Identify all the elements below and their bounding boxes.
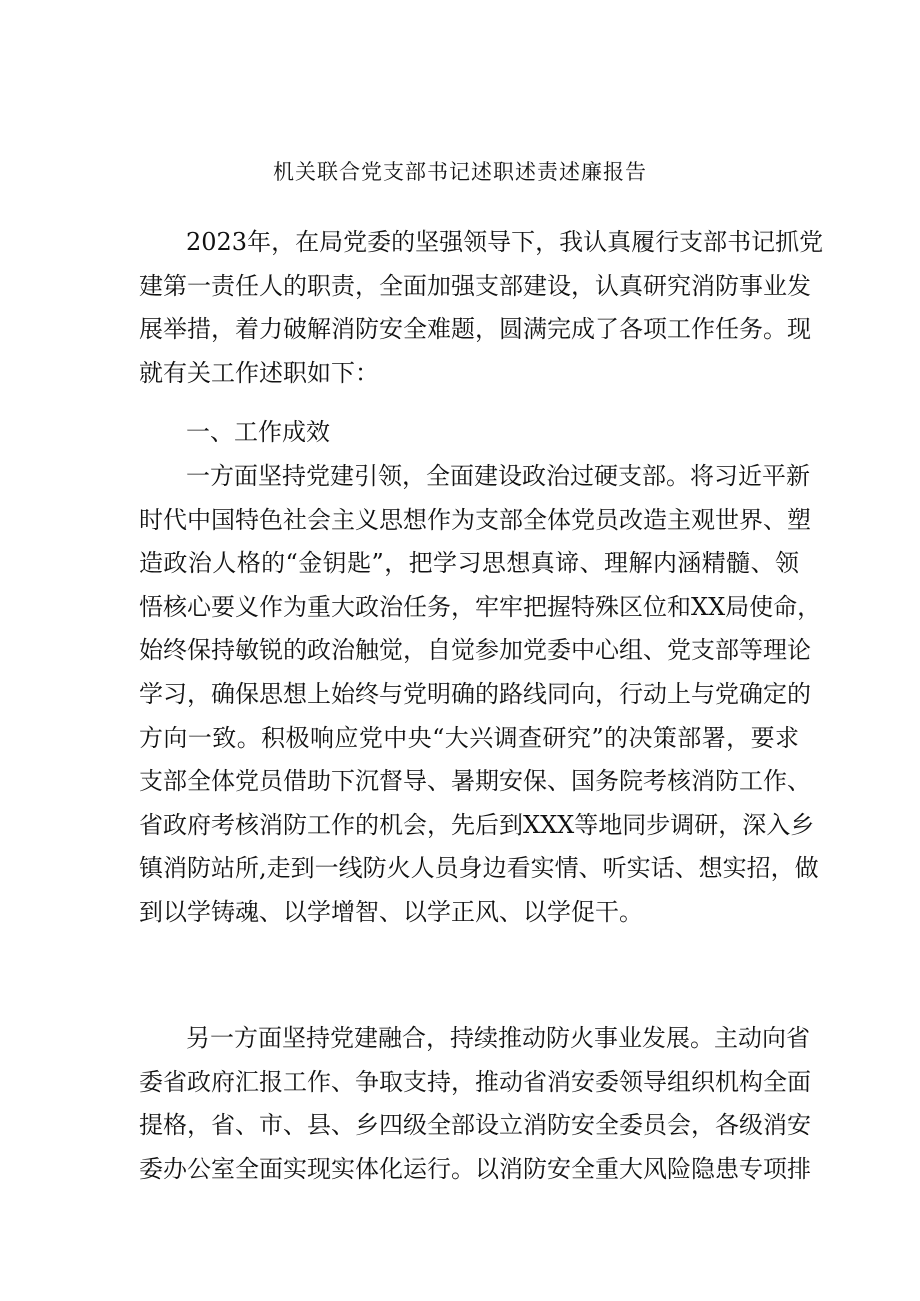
- page-title: 机关联合党支部书记述职述责述廉报告: [273, 160, 647, 184]
- paragraph-integration: [139, 1017, 811, 1191]
- text-line: 建第一责任人的职责，全面加强支部建设，认真研究消防事业发: [139, 271, 811, 300]
- text-line: 到以学铸魂、以学增智、以学正风、以学促干。: [139, 897, 643, 926]
- text-line: 支部全体党员借助下沉督导、暑期安保、国务院考核消防工作、: [139, 767, 811, 796]
- text-line: 时代中国特色社会主义思想作为支部全体党员改造主观世界、塑: [139, 505, 811, 534]
- paragraph-party-building: [139, 455, 822, 935]
- section-heading: [139, 411, 799, 455]
- text-line: 悟核心要义作为重大政治任务，牢牢把握特殊区位和XX局使命，: [139, 592, 822, 621]
- text-line: 一方面坚持党建引领，全面建设政治过硬支部。将习近平新: [186, 462, 810, 490]
- text-line: 委办公室全面实现实体化运行。以消防安全重大风险隐患专项排: [139, 1154, 811, 1183]
- text-line: 另一方面坚持党建融合，持续推动防火事业发展。主动向省: [186, 1024, 810, 1052]
- text-line: 镇消防站所,走到一线防火人员身边看实情、听实话、想实招，做: [139, 854, 819, 883]
- text-line: 就有关工作述职如下：: [139, 358, 379, 387]
- text-line: 展举措，着力破解消防安全难题，圆满完成了各项工作任务。现: [139, 315, 811, 344]
- text-line: 省政府考核消防工作的机会，先后到XXX等地同步调研，深入乡: [139, 810, 815, 839]
- text-line: 2023年，在局党委的坚强领导下，我认真履行支部书记抓党: [186, 228, 824, 256]
- text-line: 造政治人格的“金钥匙”，把学习思想真谛、理解内涵精髓、领: [139, 549, 799, 578]
- text-line: 始终保持敏锐的政治触觉，自觉参加党委中心组、党支部等理论: [139, 636, 811, 665]
- text-line: 委省政府汇报工作、争取支持，推动省消安委领导组织机构全面: [139, 1067, 811, 1096]
- text-line: 学习，确保思想上始终与党明确的路线同向，行动上与党确定的: [139, 679, 811, 708]
- heading-text: 一、工作成效: [186, 418, 330, 446]
- paragraph-intro: [139, 221, 824, 395]
- text-line: 提格，省、市、县、乡四级全部设立消防安全委员会，各级消安: [139, 1111, 811, 1140]
- text-line: 方向一致。积极响应党中央“大兴调查研究”的决策部署，要求: [139, 723, 799, 752]
